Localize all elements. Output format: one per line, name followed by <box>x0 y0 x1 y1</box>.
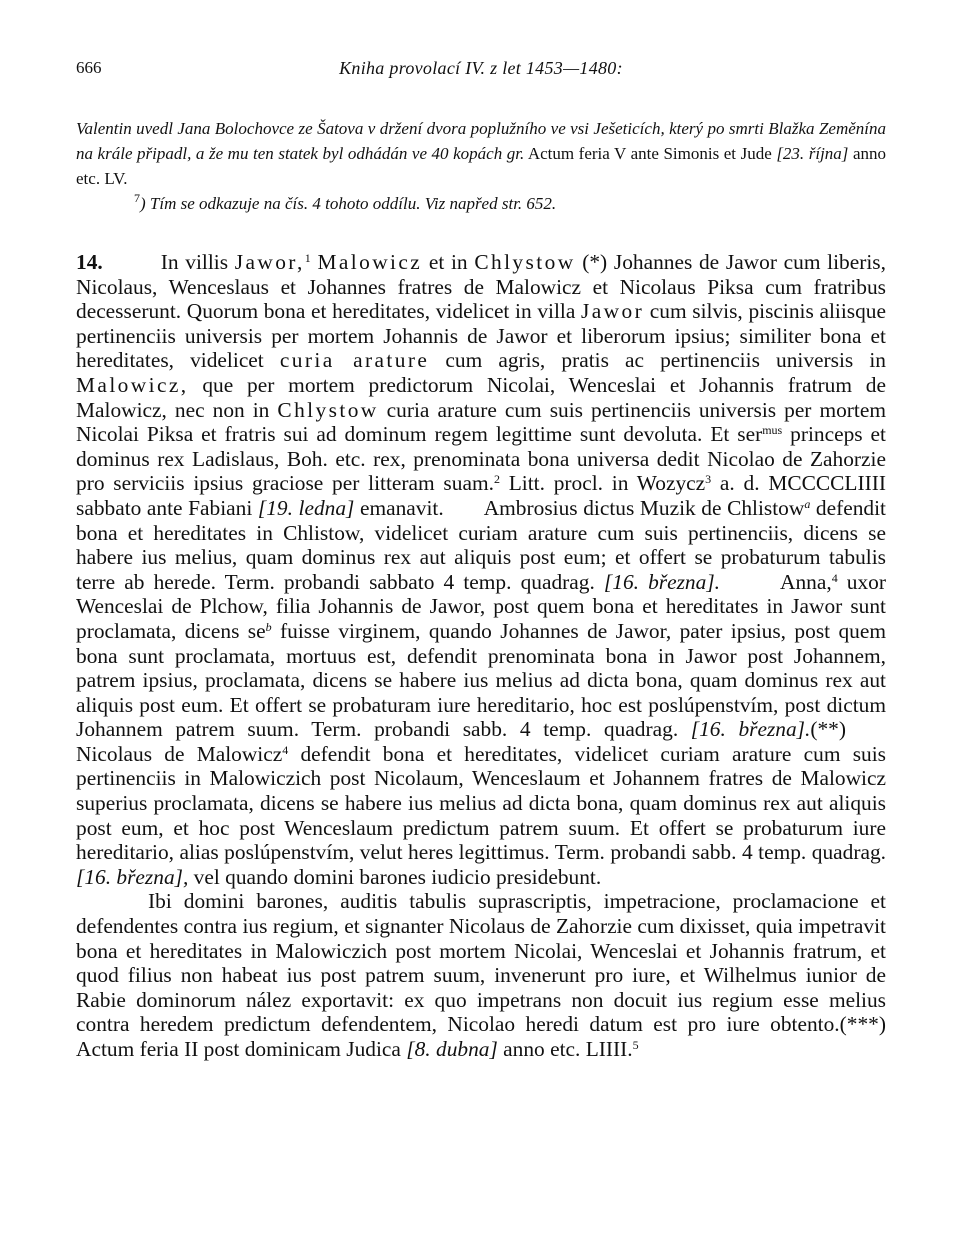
place-chlystow: Chlystow <box>474 250 576 274</box>
entry-paragraph-1 <box>76 250 886 889</box>
text-run: cum agris, pratis ac pertinenciis universis in <box>429 348 886 373</box>
date-annotation: [19. ledna] <box>257 495 355 520</box>
previous-entry-line3-a: Simonis et Jude <box>663 144 777 163</box>
previous-entry-line3-b: anno etc. LV. <box>76 144 887 188</box>
footnote-marker: 7 <box>134 191 140 205</box>
footnote-ref-4: 4 <box>831 570 838 585</box>
date-annotation: [16. března]. <box>690 717 811 742</box>
place-malowicz: Malowicz <box>317 250 423 274</box>
date-annotation: [8. dubna] <box>406 1037 498 1061</box>
text-run: anno etc. LIIII. <box>497 1037 633 1061</box>
footnote-ref-1: 1 <box>304 251 311 265</box>
date-annotation: [16. března], <box>76 864 189 889</box>
footnote-ref-2: 2 <box>493 472 500 487</box>
text-run: Nicolaus de Malowicz <box>76 741 283 766</box>
superscript-mus: mus <box>762 423 783 438</box>
text-run: uxor Wenceslai de Plchow, filia Johannis de Jawor, post quem bona et hereditates in Jawor sunt proclamata, dicens se <box>76 569 887 643</box>
place-chlystow: Chlystow <box>277 397 379 422</box>
page-number: 666 <box>76 58 102 77</box>
previous-entry-text <box>76 116 886 191</box>
place-malowicz: Malowicz, <box>76 372 189 397</box>
page-header <box>76 58 886 88</box>
previous-entry-line2-roman: Actum feria V ante <box>524 144 659 163</box>
footnote-ref-3: 3 <box>705 472 712 487</box>
text-run: fuisse virginem, quando Johannes de Jawor, pater ipsius, post quem bona sunt proclamata, mortuus est, defendit prenominata bona in Jawor post Johannem, patrem ipsius, proclamata, dicens se habere ius melius ad dicta bona, quam dominus rex aut aliquis post eum. Et offert se probaturam iure hereditario, hoc est poslúpenstvím, post dictum Johannem patrem suum. Term. probandi sabb. 4 temp. quadrag. <box>76 618 886 742</box>
running-title: Kniha provolací IV. z let 1453—1480: <box>339 58 623 78</box>
curia-arature: curia arature <box>279 348 430 373</box>
text-run: Ambrosius dictus Muzik de Chlistow <box>483 495 805 520</box>
text-run: Litt. procl. in Wozycz <box>499 471 706 496</box>
text-run: Ibi domini barones, auditis tabulis suprascriptis, impetracione, proclamacione et defendentes contra ius regium, et signanter Nicolaus de Zahorzie cum dixisset, quia impetravit bona et hereditates in Malowiczich post mortem Nicolai, Wenceslai et Johannis fratrum, et quod filius non habeat ius post patrem suum, invenerunt pro iure, et Wilhelmus iunior de Rabie dominorum nález exportavit: ex quo impetrans non docuit ius regium esse melius contra heredem predictum defendentem, Nicolao heredi datum est pro iure obtento.(***) Actum feria II post dominicam Judica <box>76 889 886 1061</box>
footnote-ref-5: 5 <box>632 1038 639 1052</box>
place-jawor: Jawor, <box>234 250 305 274</box>
text-run: defendit bona et hereditates in Chlistow, videlicet curiam arature cum suis pertinenciis, dicens se habere ius melius, quam dominus rex aut aliquis post eum; et offert se probaturum tabulis terre ab herede. Term. probandi sabbato 4 temp. quadrag. <box>76 495 886 594</box>
entry-paragraph-2 <box>76 889 886 1061</box>
footnote-text: ) Tím se odkazuje na čís. 4 tohoto oddílu. Viz napřed str. 652. <box>140 194 557 213</box>
previous-entry-line1: Valentin uvedl Jana Bolochovce ze Šatova v držení dvora poplužního ve vsi Ješeticích, který po smrti <box>76 119 764 138</box>
text-run: et in <box>422 250 475 274</box>
text-run: vel quando domini barones iudicio presidebunt. <box>188 864 602 889</box>
text-run: cum silvis, piscinis aliisque pertinenciis universis per mortem Johannis de Jawor et liberorum ipsius; similiter bona et hereditates, videlicet <box>76 299 886 373</box>
variant-note-a: a <box>804 496 811 511</box>
variant-note-b: b <box>265 619 272 634</box>
document-page <box>76 58 886 1062</box>
place-jawor: Jawor <box>581 299 645 324</box>
previous-entry-date: [23. října] <box>776 144 849 163</box>
date-annotation: [16. března]. <box>603 569 720 594</box>
footnote-7 <box>76 191 886 216</box>
previous-entry-line2-italic: Blažka Zeměnína na krále připadl, a že mu ten statek byl odhádán ve 40 kopách gr. <box>76 119 887 163</box>
text-run: defendit bona et hereditates, videlicet curiam arature cum suis pertinenciis in Malowiczich post Nicolaum, Wenceslaum et Johannem fratres de Malowicz superius proclamata, dicens se habere ius melius ad dicta bona, quam dominus rex aut aliquis post eum, et hoc post Wenceslaum predictum patrem suum. Et offert se probaturum iure hereditario, alias poslúpenstvím, velut heres legittimus. Term. probandi sabb. 4 temp. quadrag. <box>76 741 886 865</box>
text-run: (*) Johannes de Jawor cum liberis, Nicolaus, Wenceslaus et Johannes fratres de Malowicz et Nicolaus Piksa cum fratribus decesserunt. Quorum bona et hereditates, videlicet in villa <box>76 250 886 324</box>
text-run: a. d. MCCCCLIIII sabbato ante Fabiani <box>76 471 886 520</box>
entry-14 <box>76 250 886 1062</box>
text-run: princeps et dominus rex Ladislaus, Boh. etc. rex, prenominata bona universa dedit Nicolao de Zahorzie pro serviciis ipsius graciose per litteram suam. <box>76 422 886 496</box>
text-run: emanavit. <box>354 495 444 520</box>
footnote-ref-4: 4 <box>282 742 289 757</box>
entry-number: 14. <box>76 250 103 274</box>
text-run: (**) <box>810 717 846 742</box>
text-run: curia arature cum suis pertinenciis universis per mortem Nicolai Piksa et fratris sui ad dominum regem legittime sunt devoluta. Et ser <box>76 397 886 447</box>
text-run: Anna, <box>780 569 832 594</box>
text-run: In villis <box>160 250 235 274</box>
text-run: que per mortem predictorum Nicolai, Wenceslai et Johannis fratrum de Malowicz, nec non in <box>76 372 886 422</box>
